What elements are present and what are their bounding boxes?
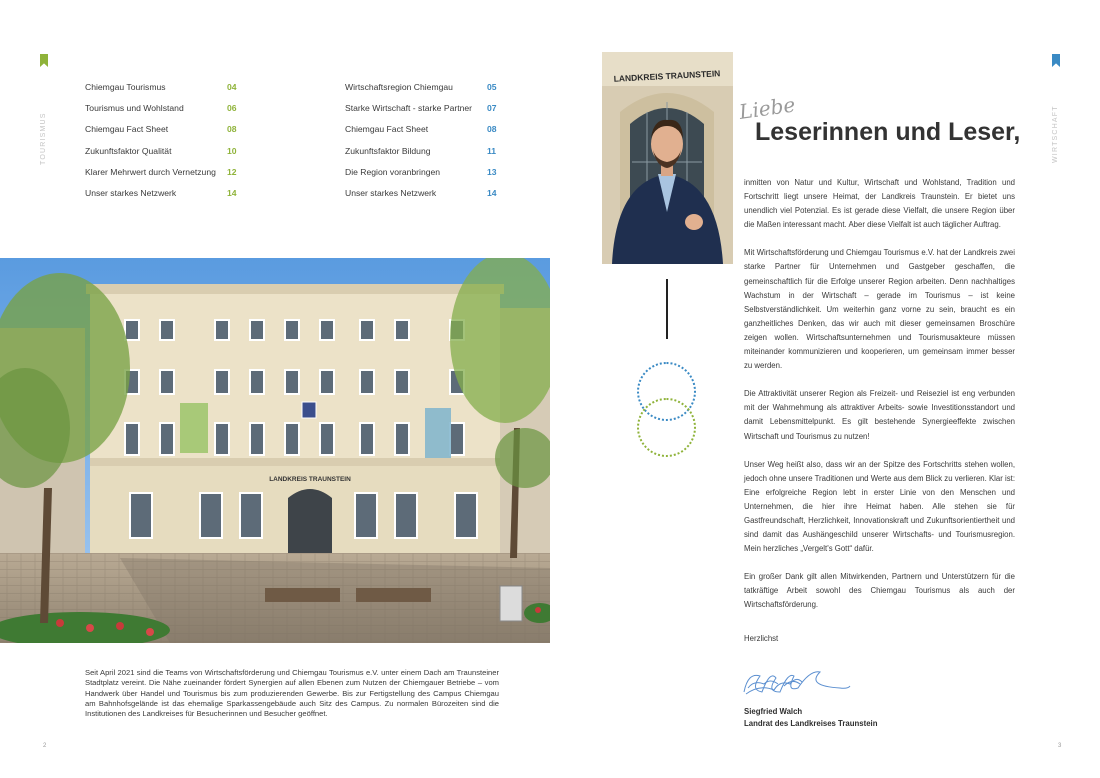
page-number-left: 2 (43, 743, 47, 749)
divider-line (666, 279, 668, 339)
letter-closing: Herzlichst (744, 634, 779, 643)
signer-block (744, 706, 877, 729)
toc-entry-title: Chiemgau Fact Sheet (345, 124, 429, 135)
portrait-photo (602, 52, 733, 264)
toc-entry-page: 08 (227, 124, 237, 135)
letter-paragraph: Ein großer Dank gilt allen Mitwirkenden, Partnern und Unterstützern für die tatkräftige Arbeit sowohl des Chiemgau Tourismus als auch der Wirtschaftsförderung. (744, 572, 1015, 610)
letter-paragraph: Unser Weg heißt also, dass wir an der Spitze des Fortschritts stehen wollen, jedoch ohne unsere Traditionen und Werte aus dem Blick zu verlieren. Klar ist: Eine erfolgreiche Region lebt in erster Linie von den Menschen und Unternehmen, die hier ihre Heimat haben. Alle stehen sie für Gastfreundschaft, Herzlichkeit, Innovationskraft und Zukunftsorientiertheit und sind damit das Aushängeschild unserer Wirtschafts- und Tourismusregion. Mein herzliches „Vergelt's Gott“ dafür. (744, 459, 1015, 554)
letter-body (744, 176, 1015, 627)
toc-entry-title: Zukunftsfaktor Bildung (345, 145, 431, 156)
toc-entry[interactable] (85, 167, 245, 188)
toc-tourism (85, 82, 245, 209)
toc-entry-page: 14 (227, 187, 237, 198)
salutation-script: Liebe (737, 92, 797, 124)
page-number-right: 3 (1058, 743, 1062, 749)
toc-entry[interactable] (85, 103, 245, 124)
toc-entry[interactable] (345, 188, 505, 209)
building-photo (0, 258, 550, 643)
bookmark-tourism-icon (40, 54, 48, 67)
toc-entry-page: 13 (487, 166, 497, 177)
toc-entry-page: 07 (487, 103, 497, 114)
toc-entry-title: Starke Wirtschaft - starke Partner (345, 103, 473, 114)
toc-entry-page: 08 (487, 124, 497, 135)
bookmark-economy-icon (1052, 54, 1060, 67)
building-sign-text: LANDKREIS TRAUNSTEIN (269, 476, 351, 483)
toc-entry[interactable] (345, 82, 505, 103)
toc-entry-title: Zukunftsfaktor Qualität (85, 145, 172, 156)
letter-paragraph: Die Attraktivität unserer Region als Freizeit- und Reiseziel ist eng verbunden mit der Wahrnehmung als attraktiver Arbeits- sowie Investitionsstandort und damit Lebensmittelpunkt. Es gilt bestehende Synergieeffekte zwischen Wirtschaft und Tourismus zu nutzen! (744, 389, 1015, 441)
toc-entry-page: 06 (227, 103, 237, 114)
toc-entry[interactable] (345, 146, 505, 167)
toc-entry-page: 14 (487, 187, 497, 198)
toc-entry-title: Chiemgau Tourismus (85, 82, 166, 92)
toc-economy (345, 82, 505, 209)
toc-entry-title: Unser starkes Netzwerk (345, 187, 437, 198)
letter-paragraph: inmitten von Natur und Kultur, Wirtschaft und Wohlstand, Tradition und Fortschritt liegt unsere Heimat, der Landkreis Traunstein. Er bietet uns unendlich viel Potenzial. Es ist gerade diese Vielfalt, die unsere Region über die Maßen interessant macht. Aber diese Vielfalt ist auch täglicher Auftrag. (744, 178, 1015, 230)
green-ring-icon (637, 398, 696, 457)
toc-entry[interactable] (85, 124, 245, 145)
toc-entry-title: Die Region voranbringen (345, 166, 441, 177)
toc-entry-page: 12 (227, 166, 237, 177)
signer-title: Landrat des Landkreises Traunstein (744, 718, 878, 728)
toc-entry-page: 05 (487, 82, 497, 92)
letter-paragraph: Mit Wirtschaftsförderung und Chiemgau Tourismus e.V. hat der Landkreis zwei starke Partner für Unternehmen und Gastgeber geschaffen, die gemeinschaftlich für die Erfolge unserer Region arbeiten. Denn nachhaltiges Wachstum in der Wirtschaft – gerade im Tourismus – ist keine Selbstverständlichkeit. Um weiterhin ganz vorne zu sein, braucht es ein ganzheitliches Denken, das wir auch mit dieser gemeinsamen Broschüre zeigen wollen. Wirtschaftsunternehmen und Tourismusakteure müssen miteinander kommunizieren und kooperieren, um gemeinsam immer besser zu werden. (744, 248, 1015, 371)
toc-entry[interactable] (345, 103, 505, 124)
toc-entry-page: 11 (487, 145, 497, 156)
toc-entry-page: 04 (227, 82, 237, 92)
side-label-economy: WIRTSCHAFT (1052, 105, 1059, 163)
letter-headline: Leserinnen und Leser, (755, 118, 1021, 146)
toc-entry-page: 10 (227, 145, 237, 156)
toc-entry-title: Tourismus und Wohlstand (85, 103, 184, 114)
toc-entry-title: Chiemgau Fact Sheet (85, 124, 169, 135)
toc-entry[interactable] (85, 146, 245, 167)
photo-caption: Seit April 2021 sind die Teams von Wirtschaftsförderung und Chiemgau Tourismus e.V. unter einem Dach am Traunsteiner Stadtplatz vereint. Die Nähe zueinander fördert Synergien auf allen Ebenen zum Nutzen der Chiemgauer Betriebe – vom Handwerk über Handel und Tourismus bis zum produzierenden Gewerbe. Bis zur Fertigstellung des Campus Chiemgau am Bahnhofsgelände ist das ehemalige Sparkassengebäude auch Sitz des Campus. Zu normalen Bürozeiten sind die Institutionen des Landkreises für Besucherinnen und Besucher geöffnet. (85, 668, 499, 719)
toc-entry[interactable] (345, 167, 505, 188)
toc-entry[interactable] (85, 188, 245, 209)
toc-entry[interactable] (85, 82, 245, 103)
side-label-tourism: TOURISMUS (40, 112, 47, 165)
signer-name: Siegfried Walch (744, 707, 803, 716)
signature-icon (740, 662, 855, 702)
toc-entry-title: Wirtschaftsregion Chiemgau (345, 82, 453, 92)
toc-entry[interactable] (345, 124, 505, 145)
toc-entry-title: Unser starkes Netzwerk (85, 187, 177, 198)
toc-entry-title: Klarer Mehrwert durch Vernetzung (85, 166, 216, 177)
portrait-sign-text: LANDKREIS TRAUNSTEIN (613, 68, 721, 84)
